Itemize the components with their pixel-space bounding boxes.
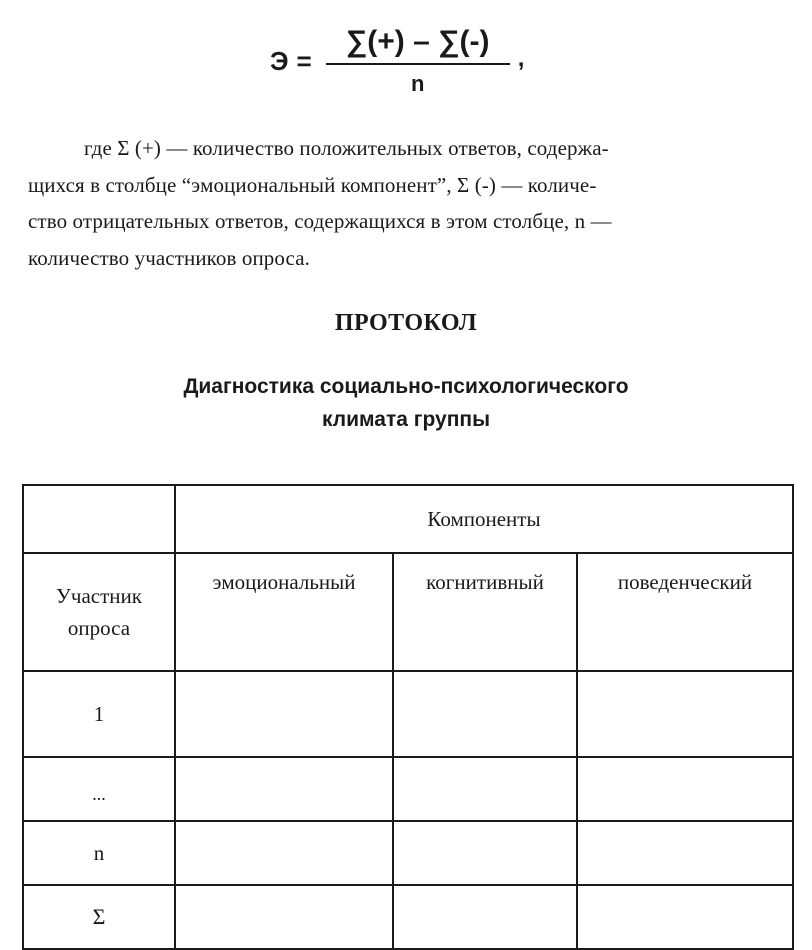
formula: [270, 18, 524, 104]
table-cell: [393, 821, 577, 885]
column-header-emotional: эмоциональный: [175, 553, 393, 671]
explanation-line-3: ство отрицательных ответов, содержащихся в этом столбце, n —: [28, 209, 612, 233]
row-label: 1: [23, 671, 175, 757]
components-header: Компоненты: [175, 485, 793, 553]
participant-header-line-2: опроса: [67, 616, 131, 640]
table-cell: [393, 757, 577, 821]
formula-equals: =: [296, 45, 312, 76]
table-corner-cell: [23, 485, 175, 553]
formula-denominator: n: [410, 71, 425, 96]
table-cell: [175, 757, 393, 821]
table-cell: [393, 671, 577, 757]
table-cell: [577, 757, 793, 821]
participant-header-line-1: Участник: [56, 584, 142, 608]
explanation-line-1: где Σ (+) — количество положительных ответов, содержа-: [84, 136, 609, 160]
formula-fraction: [326, 25, 510, 97]
table-cell: [577, 885, 793, 949]
row-label: n: [23, 821, 175, 885]
table-row: [23, 821, 793, 885]
formula-explanation: [28, 130, 788, 276]
formula-lhs: Э: [270, 45, 289, 76]
protocol-table: [22, 484, 794, 950]
table-cell: [175, 671, 393, 757]
explanation-line-4: количество участников опроса.: [28, 245, 310, 270]
table-cell: [175, 885, 393, 949]
table-header-row: [23, 553, 793, 671]
explanation-line-2: щихся в столбце “эмоциональный компонент”, Σ (-) — количе-: [28, 172, 597, 197]
formula-comma: ,: [517, 45, 525, 72]
subtitle-line-1: Диагностика социально-психологического: [183, 375, 629, 398]
protocol-subtitle: [0, 370, 812, 436]
table-row: [23, 757, 793, 821]
row-label: [23, 885, 175, 949]
table-cell: [393, 885, 577, 949]
protocol-title: ПРОТОКОЛ: [334, 310, 478, 336]
row-label-ellipsis: ...: [92, 783, 106, 804]
table-cell: [577, 821, 793, 885]
row-label: [23, 757, 175, 821]
table-row: [23, 671, 793, 757]
table-cell: [577, 671, 793, 757]
row-label-sigma: Σ: [92, 904, 106, 929]
table-header-row-top: [23, 485, 793, 553]
table-cell: [175, 821, 393, 885]
subtitle-line-2: климата группы: [321, 408, 491, 431]
formula-numerator: ∑(+) – ∑(-): [345, 25, 490, 58]
column-header-cognitive: когнитивный: [393, 553, 577, 671]
participant-header: [23, 553, 175, 671]
column-header-behavioral: поведенческий: [577, 553, 793, 671]
table-row: [23, 885, 793, 949]
